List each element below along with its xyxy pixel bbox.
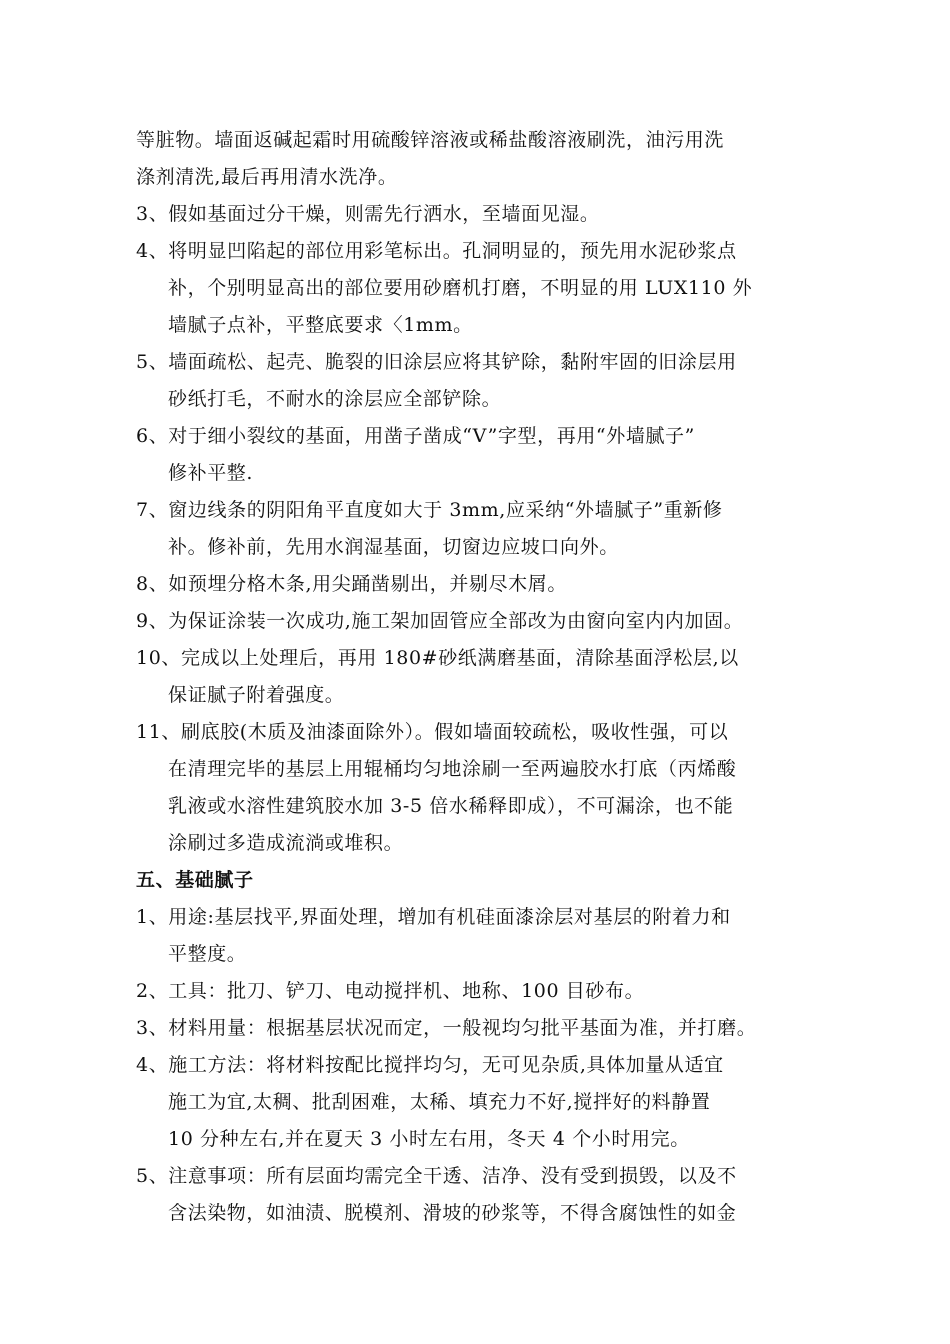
list-item-4: 4、施工方法：将材料按配比搅拌均匀，无可见杂质,具体加量从适宜 [136, 1054, 724, 1076]
list-item-3: 3、假如基面过分干燥，则需先行洒水，至墙面见湿。 [136, 203, 600, 225]
list-item-5-cont: 含法染物，如油渍、脱模剂、滑坡的砂浆等，不得含腐蚀性的如金 [168, 1202, 737, 1224]
list-item-5: 5、注意事项：所有层面均需完全干透、洁净、没有受到损毁，以及不 [136, 1165, 737, 1187]
list-item-5: 5、墙面疏松、起壳、脆裂的旧涂层应将其铲除，黏附牢固的旧涂层用 [136, 351, 737, 373]
list-item-4-cont: 墙腻子点补，平整底要求〈1mm。 [168, 314, 473, 336]
list-item-11: 11、刷底胶(木质及油漆面除外）。假如墙面较疏松，吸收性强，可以 [136, 721, 729, 743]
list-item-9: 9、为保证涂装一次成功,施工架加固管应全部改为由窗向室内内加固。 [136, 610, 744, 632]
list-item-4-cont: 施工为宜,太稠、批刮困难，太稀、填充力不好,搅拌好的料静置 [168, 1091, 711, 1113]
list-item-7: 7、窗边线条的阴阳角平直度如大于 3mm,应采纳“外墙腻子”重新修 [136, 499, 723, 521]
list-item-6: 6、对于细小裂纹的基面，用凿子凿成“V”字型，再用“外墙腻子” [136, 425, 695, 447]
list-item-11-cont: 乳液或水溶性建筑胶水加 3-5 倍水稀释即成），不可漏涂，也不能 [168, 795, 734, 817]
list-item-1-cont: 平整度。 [168, 943, 247, 965]
list-item-6-cont: 修补平整. [168, 462, 254, 484]
list-item-4-cont: 10 分种左右,并在夏天 3 小时左右用，冬天 4 个小时用完。 [168, 1128, 690, 1150]
list-item-7-cont: 补。修补前，先用水润湿基面，切窗边应坡口向外。 [168, 536, 619, 558]
list-item-11-cont: 在清理完毕的基层上用辊桶均匀地涂刷一至两遍胶水打底（丙烯酸 [168, 758, 737, 780]
section-heading: 五、基础腻子 [136, 869, 254, 891]
list-item-4-cont: 补，个别明显高出的部位要用砂磨机打磨，不明显的用 LUX110 外 [168, 277, 753, 299]
paragraph-line: 等脏物。墙面返碱起霜时用硫酸锌溶液或稀盐酸溶液刷洗，油污用洗 [136, 129, 725, 151]
list-item-4: 4、将明显凹陷起的部位用彩笔标出。孔洞明显的，预先用水泥砂浆点 [136, 240, 737, 262]
list-item-8: 8、如预埋分格木条,用尖踊凿剔出，并剔尽木屑。 [136, 573, 567, 595]
list-item-5-cont: 砂纸打毛，不耐水的涂层应全部铲除。 [168, 388, 502, 410]
list-item-10-cont: 保证腻子附着强度。 [168, 684, 345, 706]
list-item-11-cont: 涂刷过多造成流淌或堆积。 [168, 832, 404, 854]
list-item-3: 3、材料用量：根据基层状况而定，一般视均匀批平基面为准，并打磨。 [136, 1017, 757, 1039]
list-item-2: 2、工具：批刀、铲刀、电动搅拌机、地称、100 目砂布。 [136, 980, 645, 1002]
list-item-1: 1、用途:基层找平,界面处理，增加有机硅面漆涂层对基层的附着力和 [136, 906, 731, 928]
list-item-10: 10、完成以上处理后，再用 180#砂纸满磨基面，清除基面浮松层,以 [136, 647, 739, 669]
paragraph-line: 涤剂清洗,最后再用清水洗净。 [136, 166, 398, 188]
